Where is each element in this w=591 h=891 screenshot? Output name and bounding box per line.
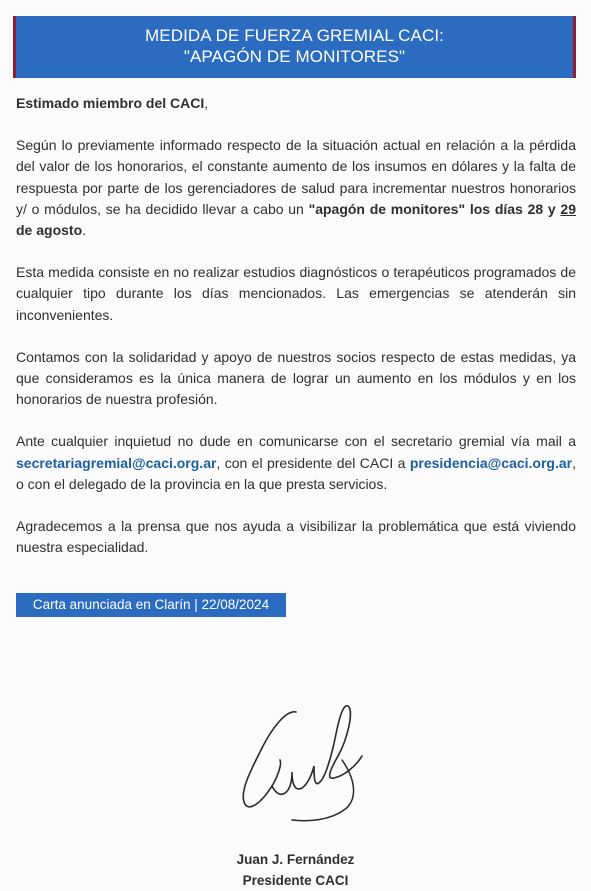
signer-name: Juan J. Fernández bbox=[236, 852, 355, 867]
paragraph-situation-bold-2: 29 bbox=[560, 200, 576, 217]
paragraph-thanks: Agradecemos a la prensa que nos ayuda a visibilizar la problemática que está viviendo nuestra especialidad. bbox=[16, 518, 576, 556]
paragraph-contact-end: , o con el delegado de la provincia en la que presta servicios. bbox=[16, 454, 576, 492]
paragraph-situation-text: Según lo previamente informado respecto de la situación actual en relación a la pérdida del valor de los honorarios, el constante aumento de los insumos en dólares y la falta de respuesta por parte de los gerenciadores de salud para incrementar nuestros honorarios y/ o módulos, se ha decidido llevar a cabo un bbox=[16, 137, 576, 217]
paragraph-situation-bold-1: "apagón de monitores" los días 28 y bbox=[308, 200, 561, 217]
signature-image bbox=[232, 690, 372, 840]
letter-body bbox=[16, 93, 576, 579]
title-line-1: MEDIDA DE FUERZA GREMIAL CACI: bbox=[145, 26, 444, 45]
paragraph-situation-bold-3: de agosto bbox=[16, 222, 83, 239]
greeting-text: Estimado miembro del CACI bbox=[16, 95, 205, 111]
title-banner bbox=[13, 16, 576, 78]
paragraph-situation bbox=[16, 135, 576, 241]
paragraph-contact-middle: , con el presidente del CACI a bbox=[216, 454, 410, 471]
president-email-link[interactable]: presidencia@caci.org.ar bbox=[409, 454, 573, 471]
title-line-2: "APAGÓN DE MONITORES" bbox=[183, 47, 406, 66]
paragraph-situation-end: . bbox=[82, 222, 87, 239]
greeting bbox=[16, 93, 576, 114]
paragraph-contact-start: Ante cualquier inquietud no dude en comunicarse con el secretario gremial vía mail a bbox=[16, 433, 576, 450]
signer-title: Presidente CACI bbox=[242, 873, 349, 888]
secretary-email-link[interactable]: secretariagremial@caci.org.ar bbox=[16, 454, 217, 471]
paragraph-measure: Esta medida consiste en no realizar estudios diagnósticos o terapéuticos programados de cualquier tipo durante los días mencionados. Las emergencias se atenderán sin inconvenientes. bbox=[16, 264, 576, 323]
paragraph-solidarity: Contamos con la solidaridad y apoyo de nuestros socios respecto de estas medidas, ya que consideramos es la única manera de lograr un aumento en los módulos y en los honorarios de nuestra profesión. bbox=[16, 348, 576, 408]
greeting-comma: , bbox=[204, 95, 209, 111]
source-tag: Carta anunciada en Clarín | 22/08/2024 bbox=[16, 593, 286, 617]
paragraph-contact bbox=[16, 431, 576, 495]
